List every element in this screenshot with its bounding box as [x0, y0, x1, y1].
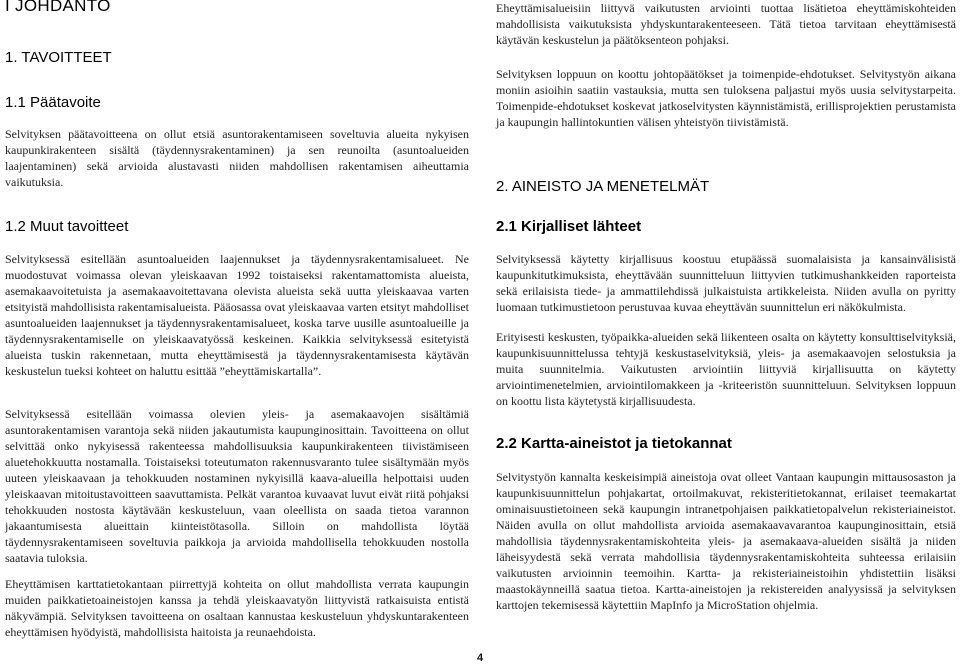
subsection-2-2-title: 2.2 Kartta-aineistot ja tietokannat: [496, 435, 732, 452]
section-2-title: 2. AINEISTO JA MENETELMÄT: [496, 178, 710, 195]
paragraph-2-1-a: Selvityksessä käytetty kirjallisuus koostuu etupäässä suomalaisista ja kansainvälisistä kaupunkitutkimuksista, eheyttävään suunnitteluun liittyvien tutkimushankkeiden raporteista sekä erilaisista tiede- ja ammattilehdissä julkaistuista artikkeleista. Niiden avulla on pyritty luomaan tutkimustietoon perustuvaa kuvaa eheyttävän suunnittelun eri näkökulmista.: [496, 252, 956, 314]
page-number: 4: [477, 652, 484, 664]
paragraph-intro-a: Eheyttämisalueisiin liittyvä vaikutusten arviointi tuottaa lisätietoa eheyttämiskohteiden mahdollisista vaikutuksista yhdyskuntarakenteeseen. Tätä tietoa tarvitaan eheyttämisestä käytävän keskustelun ja päätöksenteon pohjaksi.: [496, 1, 956, 47]
paragraph-2-1-b: Erityisesti keskusten, työpaikka-alueiden sekä liikenteen osalta on käytetty konsulttiselvityksiä, kaupunkisuunnittelussa tehtyjä keskustaselvityksiä, yleis- ja asemakaavojen selostuksia ja muita suunnitelmia. Vaikutusten arviointiin liittyviä kirjallisuutta on käytetty arviointimenetelmien, arviointilomakkeen ja -kriteeristön suunnitteluun. Selvityksen loppuun on koottu lista käytetystä kirjallisuudesta.: [496, 330, 956, 408]
paragraph-1-2-a: Selvityksessä esitellään asuntoalueiden laajennukset ja täydennysrakentamisalueet. Ne muodostuvat voimassa olevan yleiskaavan 1992 toistaiseksi rakentamattomista alueista, asemakaavoitetuista ja asemakaavoitettavana olevista alueista sekä uutta yleiskaavaa varten etsityistä mahdollisista rakentamisalueista. Pääosassa ovat yleiskaavaa varten etsityt mahdolliset asuntoalueiden laajennukset ja täydennysrakentamisalueet, koska tarve uusille asuntoalueille ja täydennysrakentamiselle on yleiskaavatyössä keskeinen. Kaikkia selvityksessä esitetyistä alueista tuskin rakennetaan, mutta eheyttämisestä ja täydennysrakentamisesta käytävän keskustelun tueksi kohteet on haluttu esittää ”eheyttämiskartalla”.: [5, 252, 469, 378]
paragraph-1-2-b: Selvityksessä esitellään voimassa olevien yleis- ja asemakaavojen sisältämiä asuntorakentamisen varantoja sekä niiden jakautumista kaupunginosittain. Tavoitteena on ollut selvittää onko nykyisessä rakenteessa mahdollisuuksia kaupunkirakenteen tiivistämiseen aluetehokkuutta nostamalla. Toistaiseksi toteutumaton rakennusvaranto tulee sisältymään myös uuteen yleiskaavaan ja tehokkuuden nostaminen nykyisillä kaava-alueilla helpottaisi uuden yleiskaavan mitoitustavoitteen saavuttamista. Pelkät varantoa kuvaavat luvut eivät riitä pohjaksi tehokkuuden nostosta käytävään keskusteluun, vaan oleellista on saada tietoa varannon jakaantumisesta alueittain kiinteistötasolla. Silloin on mahdollista löytää täydennysrakentamiseen soveltuvia paikkoja ja arvioida mahdollisella tehokkuuden nostolla saatavia tuloksia.: [5, 407, 469, 565]
subsection-1-2-title: 1.2 Muut tavoitteet: [5, 218, 129, 235]
chapter-title: I JOHDANTO: [5, 0, 111, 15]
paragraph-1-2-c: Eheyttämisen karttatietokantaan piirrettyjä kohteita on ollut mahdollista verrata kaupungin muiden paikkatietoaineistojen kanssa ja tehdä yleiskaavatyön liittyvistä ratkaisuista entistä näkyvämpiä. Selvityksen tavoitteena on osaltaan kannustaa keskusteluun yhdyskuntarakenteen eheyttämisen hyödyistä, mahdollisista haitoista ja reunaehdoista.: [5, 577, 469, 639]
section-1-title: 1. TAVOITTEET: [5, 49, 112, 66]
paragraph-intro-b: Selvityksen loppuun on koottu johtopäätökset ja toimenpide-ehdotukset. Selvitystyön aikana moniin asioihin saatiin vastauksia, mutta sen tuloksena paljastui myös uusia selvitystarpeita. Toimenpide-ehdotukset koskevat jatkoselvitysten käynnistämistä, erillisprojektien perustamista ja kaupungin hallintokuntien välisen yhteistyön tiivistämistä.: [496, 67, 956, 129]
subsection-2-1-title: 2.1 Kirjalliset lähteet: [496, 218, 642, 235]
paragraph-2-2: Selvitystyön kannalta keskeisimpiä aineistoja ovat olleet Vantaan kaupungin mittausosaston ja kaupunkisuunnittelun pohjakartat, ortoilmakuvat, rekisteritietokannat, erilaiset teemakartat ominaisuustietoineen sekä kaupungin intranetpohjaisen paikkatietopalvelun rekisteriaineistot. Näiden avulla on ollut mahdollista arvioida asemakaavavarantoa kaupunginosittain, etsiä mahdollisia täydennysrakentamiskohteita yleis- ja asemakaava-alueiden sisältä ja niiden läheisyydestä sekä verrata mahdollisia täydennysrakentamiskohteita suhteessa erilaisiin vaikutusten arvioinnin teemoihin. Kartta- ja rekisteriaineistoihin yhdistettiin lisäksi maastokäynneillä saatua tietoa. Kartta-aineistojen ja rekistereiden analyysissä ja selvityksen karttojen tekemisessä käytettiin MapInfo ja MicroStation ohjelmia.: [496, 470, 956, 612]
subsection-1-1-title: 1.1 Päätavoite: [5, 94, 101, 111]
paragraph-1-1: Selvityksen päätavoitteena on ollut etsiä asuntorakentamiseen soveltuvia alueita nykyisen kaupunkirakenteen sisältä (täydennysrakentaminen) ja sen reunoilta (asuntoalueiden laajentaminen) sekä arvioida alustavasti niiden mahdollisen rakentamisen aiheuttamia vaikutuksia.: [5, 127, 469, 189]
